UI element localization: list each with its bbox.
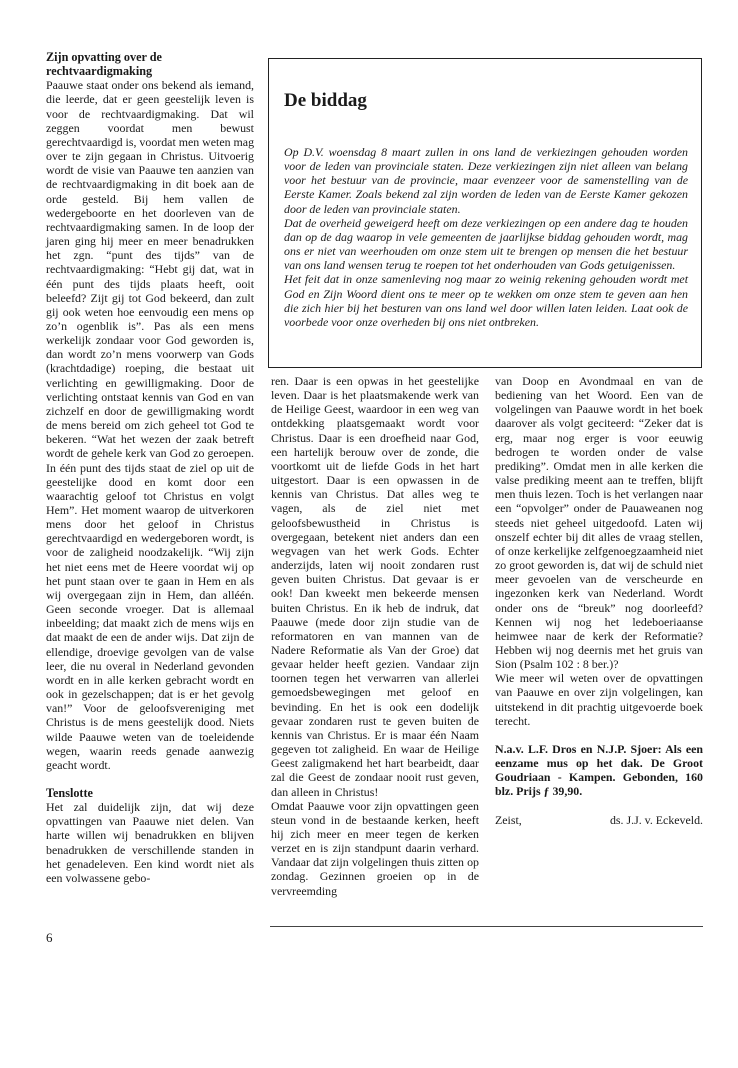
- paragraph-rechtvaardigmaking: Paauwe staat onder ons bekend als iemand, die leerde, dat er geen geestelijk leven is voor de rechtvaardigmaking. Dat wil zeggen voordat men bewust gerechtvaardigd is, voordat men weten mag over te zijn gegaan in Christus. Uitvoerig wordt de visie van Paauwe ten aanzien van de rechtvaardigmaking in dit boek aan de orde gesteld. Bij hem vallen de wedergeboorte en het doorleven van de rechtvaardigmaking samen. In de loop der jaren ging hij meer en meer benadrukken het zgn. “punt des tijds” van de rechtvaardigmaking: “Hebt gij dat, wat in één punt des tijds plaats heeft, ooit beleefd? Zijt gij tot God bekeerd, dan zult gij ook weten hoe eenvoudig een mens op zo’n ogenblik is”. Pas als een mens werkelijk zondaar voor God geworden is, dan wordt zo’n mens voorwerp van Gods (krachtdadige) roeping, die bestaat uit verlichting en gewilligmaking. Door de verlichting ontstaat kennis van God en van zichzelf en door de gewilligmaking wordt de mens bereid om zich geheel tot God te bekeren. “Wat het wezen der zaak betreft wordt de gehele kerk van God zo geroepen. In één punt des tijds staat de ziel op uit de geestelijke dood en komt door een waarachtig geloof tot Christus en volgt Hem”. Het moment waarop de uitverkoren mens door het geloof in Christus gerechtvaardigd en wedergeboren wordt, is voor de zaligheid noodzakelijk. “Wij zijn het niet eens met de Heere voordat wij op het punt staan over te gaan in Hem en als wij overgegaan zijn in Hem, dan alléén. Geen seconde vroeger. Dat is allemaal inbeelding; dat maakt zich de mens wijs en dat maakt de een de ander wijs. Dat zijn de ellendige, droevige gevolgen van de valse leer, die nu overal in Nederland gevonden wordt en in alle kerken gebracht wordt en ook in gezelschappen; dat is er het gevolg van!” Voor de geloofsvereniging met Christus is de mens geestelijk dood. Niets wilde Paauwe weten van de toeleidende wegen, waarin reeds genade aanwezig geacht wordt.: [46, 78, 255, 772]
- paragraph-col2-2: Omdat Paauwe voor zijn opvattingen geen steun vond in de bestaande kerken, heeft hij zich meer en meer tegen de kerken verzet en is zijn standpunt daarin verhard. Vandaar dat zijn volgelingen thuis zitten op zondag. Gezinnen groeien op in de vervreemding: [271, 798, 479, 898]
- book-reference: N.a.v. L.F. Dros en N.J.P. Sjoer: Als een eenzame mus op het dak. De Groot Goudriaan - Kampen. Gebonden, 160 blz. Prijs ƒ 39,90.: [495, 741, 703, 799]
- box-title: De biddag: [284, 90, 367, 111]
- article-column-1: [46, 50, 254, 885]
- section-heading-tenslotte: Tenslotte: [46, 785, 93, 800]
- section-heading-rechtvaardigmaking: Zijn opvatting over de rechtvaardigmaking: [46, 50, 162, 79]
- box-paragraph-3: Het feit dat in onze samenleving nog maar zo weinig rekening gehouden wordt met God en Zijn Woord dient ons te meer op te wekken om onze stem te geven aan hen die zich hier bij het besturen van ons land wel door willen laten leiden. Laat ook de voorbede voor onze overheden bij ons niet ontbreken.: [284, 272, 688, 329]
- signature-author: ds. J.J. v. Eckeveld.: [609, 812, 703, 827]
- box-paragraph-1: Op D.V. woensdag 8 maart zullen in ons land de verkiezingen gehouden worden voor de leden van provinciale staten. Deze verkiezingen zijn niet alleen van belang voor het bestuur van de provincie, maar evenzeer voor de samenstelling van de Eerste Kamer. Zoals bekend zal zijn worden de leden van de Eerste Kamer gekozen door de leden van provinciale staten.: [284, 145, 688, 216]
- paragraph-col2-1: ren. Daar is een opwas in het geestelijke leven. Daar is het plaatsmakende werk van de Heilige Geest, waardoor in een weg van ontdekking plaatsgemaakt wordt voor Christus. Daar is een droefheid naar God, een hartelijk berouw over de zonde, die voortkomt uit de liefde Gods in het hart uitgestort. Daar is een opwassen in de kennis van Christus. Dat alles weg te vagen, als de ziel niet met geloofsbewustheid in Christus is overgegaan, betekent niet anders dan een wegvagen van het werk Gods. Echter anderzijds, laten wij nooit zondaren rust geven buiten Christus. Dat gevaar is er ook! Dan kweekt men bekeerde mensen buiten Christus. En ik heb de indruk, dat Paauwe (mede door zijn studie van de reformatoren en van mannen van de Nadere Reformatie als Van der Groe) dat gevaar helder heeft gezien. Vandaar zijn toornen tegen het verwarren van allerlei gemoedsbewegingen met geloof en bevinding. En het is ook een dodelijk gevaar zondaren rust te geven buiten de kennis van Christus. Er is maar één Naam gegeven tot zaligheid. En waar de Heilige Geest zaligmakend het hart bearbeidt, daar zal die Geest de zondaar nooit rust geven, dan alleen in Christus!: [271, 374, 479, 799]
- biddag-box: [268, 58, 702, 368]
- box-body: [284, 145, 688, 329]
- page-number: 6: [46, 930, 53, 945]
- paragraph-tenslotte: Het zal duidelijk zijn, dat wij deze opvattingen van Paauwe niet delen. Van harte willen wij benadrukken en blijven benadrukken de verschillende standen in het genadeleven. Een kind wordt niet als een volwassene gebo-: [46, 800, 254, 885]
- article-column-3: [495, 374, 703, 827]
- paragraph-col3-1: van Doop en Avondmaal en van de bediening van het Woord. Een van de volgelingen van Paauwe wordt in het boek daarover als volgt geciteerd: “Zeker dat is erg, maar nog erger is voor eeuwig bedrogen te worden onder de valse prediking”. Omdat men in alle kerken die valse prediking meent aan te treffen, blijft men thuis lezen. Toch is het verlangen naar een “opvolger” onder de Pauaweanen nog steeds niet geheel uitgedoofd. Laten wij onszelf echter bij dit alles de vraag stellen, of onze kerkelijke zelfgenoegzaamheid niet zo groot geworden is, dat wij de schuld niet meer gevoelen van de verscheurde en ingezonken kerk van Nederland. Wordt onder ons de “breuk” nog doorleefd? Kennen wij nog het ledeboeriaanse heimwee naar de kerk der Reformatie? Hebben wij nog deernis met het gruis van Sion (Psalm 102 : 8 ber.)?: [495, 374, 703, 672]
- article-column-2: [271, 374, 479, 898]
- bottom-rule: [270, 926, 703, 927]
- box-paragraph-2: Dat de overheid geweigerd heeft om deze verkiezingen op een andere dag te houden dan op de dag waarop in vele gemeenten de jaarlijkse biddag gehouden wordt, mag ons er niet van weerhouden om onze stem uit te brengen op mensen die het bestuur van ons land wensen terug te roepen tot het onderhouden van Gods getuigenissen.: [284, 215, 688, 273]
- signature-place: Zeist,: [495, 812, 522, 827]
- paragraph-col3-2: Wie meer wil weten over de opvattingen van Paauwe en over zijn volgelingen, kan uitstekend in dit prachtig uitgevoerde boek terecht.: [495, 671, 703, 728]
- signature-line: [495, 813, 703, 827]
